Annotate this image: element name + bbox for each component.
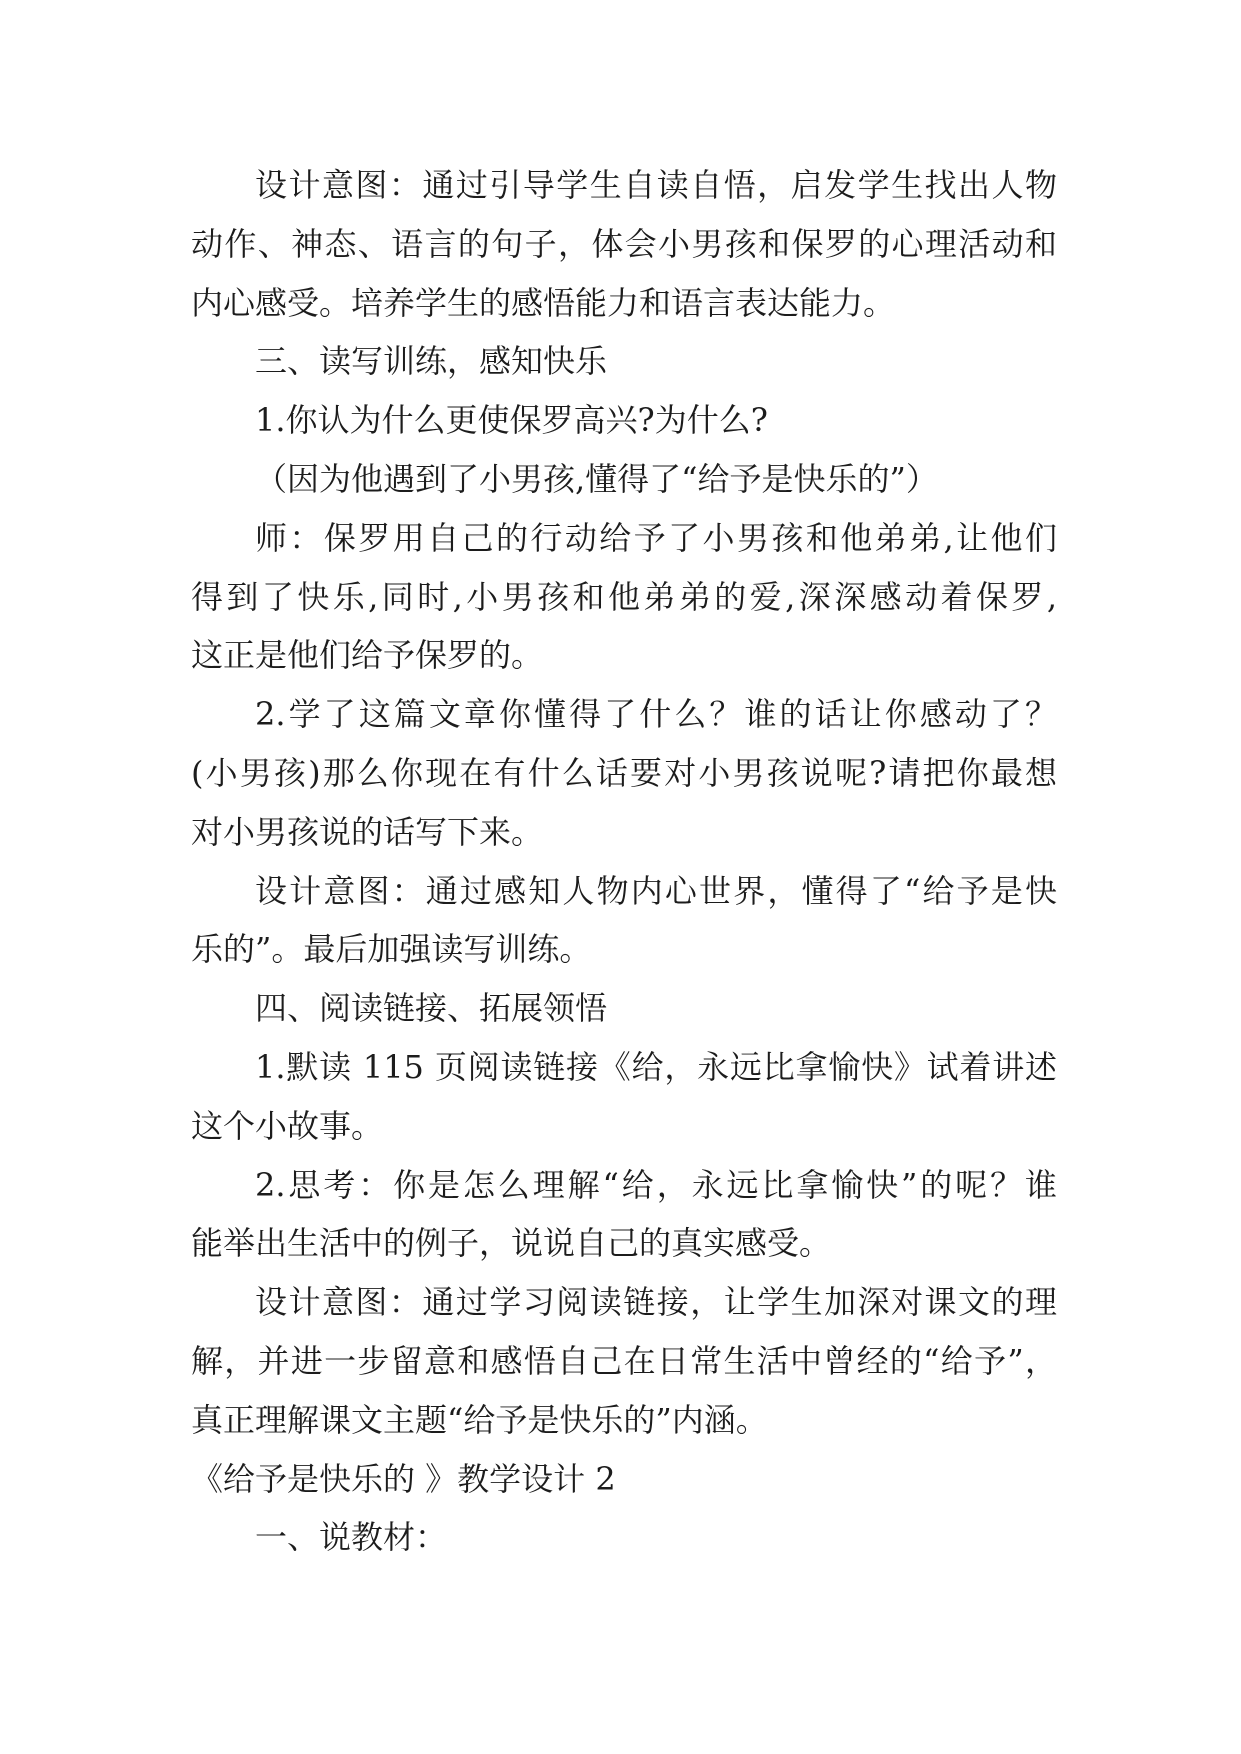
paragraph-line: 动作、神态、语言的句子，体会小男孩和保罗的心理活动和 — [191, 224, 1057, 263]
section-heading — [191, 1508, 1057, 1567]
paragraph-line: 1.默读 115 页阅读链接《给，永远比拿愉快》试着讲述 — [255, 1047, 1057, 1086]
paragraph-line: (小男孩)那么你现在有什么话要对小男孩说呢?请把你最想 — [191, 753, 1057, 792]
question-paragraph — [191, 391, 1057, 450]
paragraph-line: 乐的”。最后加强读写训练。 — [191, 930, 592, 969]
paragraph-line: 对小男孩说的话写下来。 — [191, 812, 544, 851]
task-paragraph — [191, 1038, 1057, 1156]
title-line: 《给予是快乐的 》教学设计 2 — [191, 1459, 616, 1498]
paragraph-line: 得到了快乐,同时,小男孩和他弟弟的爱,深深感动着保罗, — [191, 577, 1057, 616]
paragraph-line: 设计意图：通过引导学生自读自悟，启发学生找出人物 — [255, 166, 1057, 204]
paragraph-line: 这个小故事。 — [191, 1106, 384, 1145]
design-intent-paragraph — [191, 156, 1057, 332]
answer-paragraph — [191, 450, 1057, 509]
paragraph-line: 2.学了这篇文章你懂得了什么？谁的话让你感动了？ — [255, 695, 1057, 734]
paragraph-line: 2.思考：你是怎么理解“给，永远比拿愉快”的呢？谁 — [255, 1165, 1057, 1204]
paragraph-line: 师：保罗用自己的行动给予了小男孩和他弟弟,让他们 — [255, 518, 1057, 557]
paragraph-line: 设计意图：通过学习阅读链接，让学生加深对课文的理 — [255, 1283, 1057, 1322]
paragraph-line: 真正理解课文主题“给予是快乐的”内涵。 — [191, 1400, 768, 1439]
teacher-paragraph — [191, 509, 1057, 685]
paragraph-line: 1.你认为什么更使保罗高兴?为什么? — [255, 401, 768, 440]
paragraph-line: 能举出生活中的例子，说说自己的真实感受。 — [191, 1224, 832, 1263]
document-section-title — [191, 1450, 1057, 1509]
section-heading — [191, 332, 1057, 391]
heading-line: 一、说教材： — [255, 1518, 448, 1557]
section-heading — [191, 979, 1057, 1038]
question-paragraph — [191, 685, 1057, 861]
heading-line: 三、读写训练，感知快乐 — [255, 342, 608, 381]
task-paragraph — [191, 1156, 1057, 1274]
paragraph-line: 设计意图：通过感知人物内心世界，懂得了“给予是快 — [255, 871, 1057, 910]
design-intent-paragraph — [191, 862, 1057, 980]
design-intent-paragraph — [191, 1273, 1057, 1449]
paragraph-line: 这正是他们给予保罗的。 — [191, 636, 544, 675]
paragraph-line: 内心感受。培养学生的感悟能力和语言表达能力。 — [191, 283, 896, 322]
heading-line: 四、阅读链接、拓展领悟 — [255, 989, 608, 1028]
paragraph-line: （因为他遇到了小男孩,懂得了“给予是快乐的”） — [255, 459, 938, 498]
document-body — [191, 156, 1057, 1567]
paragraph-line: 解，并进一步留意和感悟自己在日常生活中曾经的“给予”， — [191, 1341, 1057, 1380]
